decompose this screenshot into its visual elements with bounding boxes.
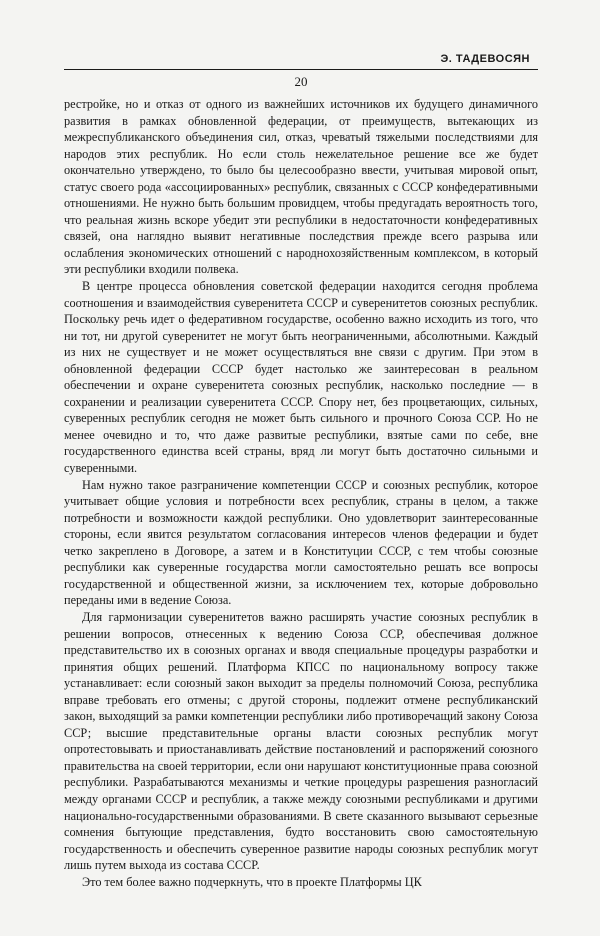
running-head: Э. ТАДЕВОСЯН [440, 53, 530, 65]
body-text [64, 96, 538, 890]
page-number: 20 [294, 74, 308, 89]
paragraph-1: рестройке, но и отказ от одного из важнейших источников их будущего динамичного развития в рамках обновленной федерации, от преимуществ, вытекающих из межреспубликанского объединения сил, отказ, чреватый тяжелыми последствиями для народов этих республик. Но если столь нежелательное решение все же будет окончательно утверждено, то было бы целесообразно ввести, учитывая мировой опыт, статус своего рода «ассоциированных» республик, связанных с СССР конфедеративными отношениями. Не нужно быть большим провидцем, чтобы предугадать вероятность того, что реальная жизнь вскоре убедит эти республики в недостаточности конфедеративных связей, она наглядно выявит негативные последствия прежде всего разрыва или ослабления экономических отношений с народнохозяйственным комплексом, в который эти республики входили полвека. [64, 97, 538, 277]
paragraph-4: Для гармонизации суверенитетов важно расширять участие союзных республик в решении вопросов, отнесенных к ведению Союза ССР, обеспечивая должное представительство их в союзных органах и вводя специальные процедуры разработки и принятия общих решений. Платформа КПСС по национальному вопросу также устанавливает: если союзный закон выходит за пределы полномочий Союза, республика вправе требовать его отмены; с другой стороны, подлежит отмене республиканский закон, выходящий за рамки компетенции республики либо противоречащий закону Союза ССР; высшие представительные органы власти союзных республик могут опротестовывать и приостанавливать действие постановлений и распоряжений союзного правительства на своей территории, если они нарушают конституционные права союзной республики. Разрабатываются механизмы и четкие процедуры разрешения разногласий между органами СССР и республик, а также между союзными республиками и другими национально-государственными образованиями. В свете сказанного вызывают серьезные сомнения бытующие представления, будто восстановить свою самостоятельную государственность и обеспечить суверенное развитие народы союзных республик могут лишь путем выхода из состава СССР. [64, 609, 538, 873]
paragraph-3: Нам нужно такое разграничение компетенции СССР и союзных республик, которое учитывает общие условия и потребности всех республик, страны в целом, а также потребности и возможности каждой республики. Оно удовлетворит заинтересованные стороны, если явится результатом согласования интересов членов федерации и будет четко закреплено в Договоре, а затем и в Конституции СССР, с тем чтобы союзные республики как суверенные государства могли самостоятельно решать все вопросы государственной и общественной жизни, за исключением тех, которые добровольно переданы ими в ведение Союза. [64, 477, 538, 608]
document-page [64, 52, 538, 890]
header-rule [64, 69, 538, 70]
paragraph-2: В центре процесса обновления советской федерации находится сегодня проблема соотношения и взаимодействия суверенитета СССР и суверенитетов союзных республик. Поскольку речь идет о федеративном государстве, особенно важно исходить из того, что ни тот, ни другой суверенитет не могут быть неограниченными, абсолютными. Каждый из них не существует и не может осуществляться вне связи с другим. При этом в обновленной федерации СССР будет настолько же заинтересован в реальном обеспечении и охране суверенитета союзных республик, насколько последние — в сохранении и реализации суверенитета СССР. Спору нет, без процветающих, сильных, суверенных республик сегодня не может быть сильного и прочного Союза ССР. Но не менее очевидно и то, что даже развитые республики, взятые сами по себе, вне государственного единства всей страны, вряд ли могут быть достаточно сильными и суверенными. [64, 279, 538, 476]
paragraph-5: Это тем более важно подчеркнуть, что в проекте Платформы ЦК [82, 874, 422, 889]
